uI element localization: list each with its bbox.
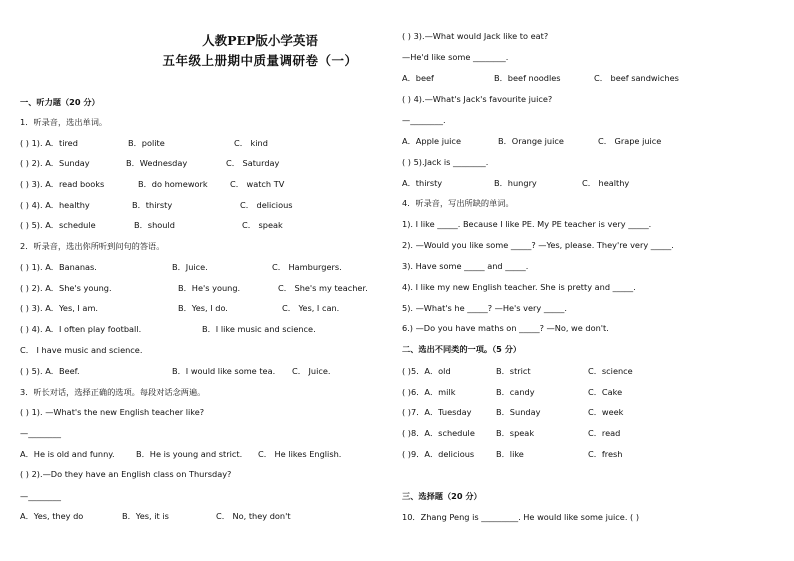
option-text: C． beef sandwiches bbox=[594, 73, 679, 83]
question-text: 5). —What's he _____? —He's very _____. bbox=[402, 303, 567, 313]
option-text: B．I would like some tea. bbox=[172, 366, 276, 376]
question-text: 4．听录音，写出所缺的单词。 bbox=[402, 198, 514, 208]
option-text: C． She's my teacher. bbox=[278, 283, 368, 293]
question-text: ( ) 1). —What's the new English teacher like? bbox=[20, 407, 205, 417]
question-text: ( ) 3).—What would Jack like to eat? bbox=[402, 31, 549, 41]
question-text: ( ) 3). A．read books bbox=[20, 179, 105, 189]
question-text: 2．听录音，选出你所听到问句的答语。 bbox=[20, 241, 165, 251]
option-text: C． delicious bbox=[240, 200, 293, 210]
option-text: B．Wednesday bbox=[126, 158, 188, 168]
question-text: ( ) 2). A．She's young. bbox=[20, 283, 112, 293]
question-text: —________. bbox=[402, 115, 446, 125]
question-text: 1). I like _____. Because I like PE. My PE teacher is very _____. bbox=[402, 219, 652, 229]
question-text: A．thirsty bbox=[402, 178, 443, 188]
option-text: B．Orange juice bbox=[498, 136, 564, 146]
option-text: B．I like music and science. bbox=[202, 324, 316, 334]
question-text: —________ bbox=[20, 491, 61, 501]
question-text: ( ) 1). A．tired bbox=[20, 138, 78, 148]
question-text: ( ) 4). A．I often play football. bbox=[20, 324, 142, 334]
question-text: ( ) 4).—What's Jack's favourite juice? bbox=[402, 94, 553, 104]
question-text: 3．听长对话，选择正确的选项。每段对话念两遍。 bbox=[20, 387, 206, 397]
option-text: B．Juice. bbox=[172, 262, 208, 272]
option-text: B．should bbox=[134, 220, 175, 230]
option-text: C．fresh bbox=[588, 449, 623, 459]
option-text: B．thirsty bbox=[132, 200, 173, 210]
option-text: C． Grape juice bbox=[598, 136, 662, 146]
question-text: 2). —Would you like some _____? —Yes, please. They're very _____. bbox=[402, 240, 674, 250]
question-text: 一、听力题（20 分） bbox=[20, 97, 100, 107]
question-text: A．beef bbox=[402, 73, 434, 83]
question-text: A．Yes, they do bbox=[20, 511, 84, 521]
option-text: C． watch TV bbox=[230, 179, 285, 189]
question-text: ( )5．A．old bbox=[402, 366, 451, 376]
option-text: C．read bbox=[588, 428, 621, 438]
question-text: ( )8．A．schedule bbox=[402, 428, 475, 438]
question-text: 1．听录音，选出单词。 bbox=[20, 117, 108, 127]
option-text: B．Yes, it is bbox=[122, 511, 169, 521]
question-text: 6.) —Do you have maths on _____? —No, we don't. bbox=[402, 323, 609, 333]
option-text: C． healthy bbox=[582, 178, 630, 188]
question-text: ( ) 5).Jack is ________. bbox=[402, 157, 489, 167]
exam-subtitle: 五年级上册期中质量调研卷（一） bbox=[162, 53, 358, 68]
option-text: C． He likes English. bbox=[258, 449, 342, 459]
question-text: ( ) 3). A．Yes, I am. bbox=[20, 303, 99, 313]
question-text: —He'd like some ________. bbox=[402, 52, 509, 62]
question-text: ( )6．A．milk bbox=[402, 387, 456, 397]
question-text: ( )7．A．Tuesday bbox=[402, 407, 472, 417]
option-text: C． speak bbox=[242, 220, 283, 230]
option-text: C． No, they don't bbox=[216, 511, 291, 521]
question-text: 4). I like my new English teacher. She is pretty and _____. bbox=[402, 282, 636, 292]
question-text: ( ) 4). A．healthy bbox=[20, 200, 90, 210]
question-text: —________ bbox=[20, 428, 61, 438]
option-text: B．candy bbox=[496, 387, 535, 397]
question-text: ( ) 5). A．schedule bbox=[20, 220, 96, 230]
question-text: ( )9．A．delicious bbox=[402, 449, 475, 459]
option-text: B．hungry bbox=[494, 178, 537, 188]
option-text: B．Sunday bbox=[496, 407, 541, 417]
option-text: C． Saturday bbox=[226, 158, 280, 168]
question-text: 10．Zhang Peng is _________. He would like some juice. ( ) bbox=[402, 512, 640, 522]
option-text: B．strict bbox=[496, 366, 531, 376]
question-text: ( ) 1). A．Bananas. bbox=[20, 262, 97, 272]
option-text: B．Yes, I do. bbox=[178, 303, 228, 313]
option-text: B．polite bbox=[128, 138, 165, 148]
option-text: C． Hamburgers. bbox=[272, 262, 342, 272]
option-text: B．He's young. bbox=[178, 283, 241, 293]
option-text: C．week bbox=[588, 407, 624, 417]
option-text: B．like bbox=[496, 449, 524, 459]
question-text: A．Apple juice bbox=[402, 136, 461, 146]
option-text: B．speak bbox=[496, 428, 535, 438]
option-text: C．science bbox=[588, 366, 633, 376]
option-text: C． kind bbox=[234, 138, 268, 148]
option-text: B．beef noodles bbox=[494, 73, 561, 83]
question-text: 二、选出不同类的一项。（5 分） bbox=[402, 344, 522, 354]
question-text: 三、选择题（20 分） bbox=[402, 491, 482, 501]
question-text: ( ) 2).—Do they have an English class on Thursday? bbox=[20, 469, 232, 479]
option-text: B．He is young and strict. bbox=[136, 449, 243, 459]
exam-title: 人教PEP版小学英语 bbox=[202, 33, 318, 48]
question-text: C． I have music and science. bbox=[20, 345, 143, 355]
option-text: C．Cake bbox=[588, 387, 623, 397]
question-text: ( ) 2). A．Sunday bbox=[20, 158, 90, 168]
question-text: ( ) 5). A．Beef. bbox=[20, 366, 80, 376]
question-text: 3). Have some _____ and _____. bbox=[402, 261, 529, 271]
option-text: B．do homework bbox=[138, 179, 208, 189]
option-text: C． Juice. bbox=[292, 366, 331, 376]
option-text: C． Yes, I can. bbox=[282, 303, 340, 313]
question-text: A．He is old and funny. bbox=[20, 449, 115, 459]
